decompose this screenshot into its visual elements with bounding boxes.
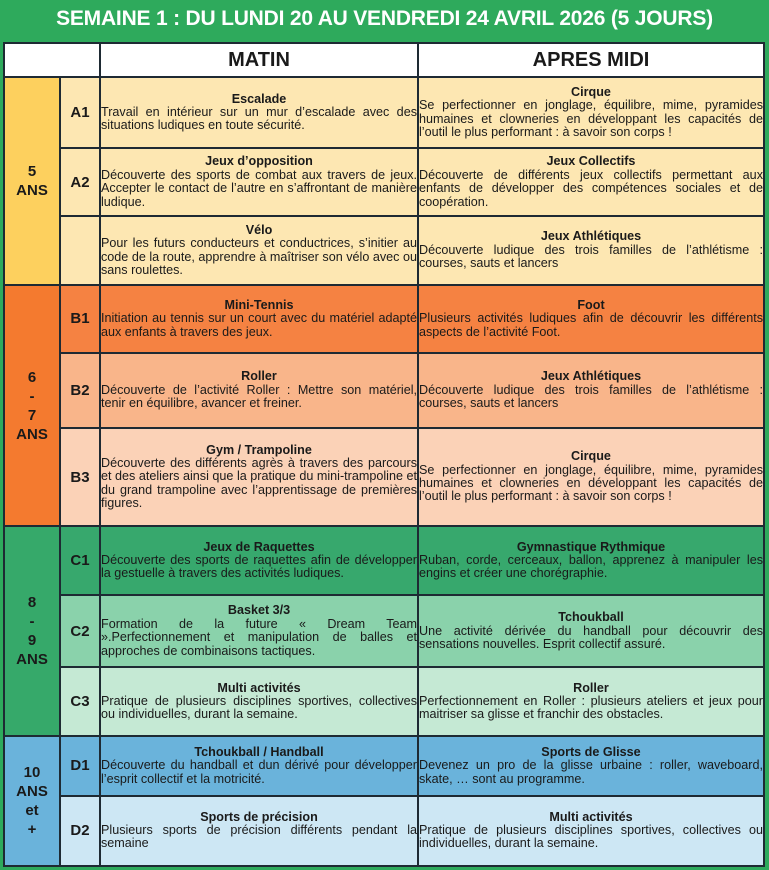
activity-code: A2 xyxy=(60,148,100,215)
morning-activity xyxy=(100,353,418,429)
activity-description: Découverte de l’activité Roller : Mettre son matériel, tenir en équilibre, avancer et freiner. xyxy=(101,382,417,411)
activity-name: Sports de Glisse xyxy=(541,744,641,759)
table-row xyxy=(4,148,764,215)
afternoon-activity xyxy=(418,595,764,666)
morning-activity xyxy=(100,796,418,866)
activity-name: Foot xyxy=(577,297,605,312)
activity-description: Découverte de différents jeux collectifs permettant aux enfants de développer des compétences sociales et de coopération. xyxy=(419,167,763,209)
table-row xyxy=(4,428,764,526)
activity-description: Une activité dérivée du handball pour découvrir des sensations nouvelles. Esprit collectif assuré. xyxy=(419,623,763,651)
activity-description: Pratique de plusieurs disciplines sportives, collectives ou individuelles, durant la semaine. xyxy=(419,823,763,851)
header-matin: MATIN xyxy=(100,43,418,77)
activity-description: Initiation au tennis sur un court avec du matériel adapté aux enfants à travers des jeux. xyxy=(101,311,417,339)
afternoon-activity xyxy=(418,77,764,148)
afternoon-activity xyxy=(418,353,764,429)
activity-description: Découverte des sports de combat aux travers de jeux. Accepter le contact de l’autre en s’affrontant de manière ludique. xyxy=(101,167,417,209)
activity-description: Pratique de plusieurs disciplines sportives, collectives ou individuelles, durant la semaine. xyxy=(101,693,417,722)
table-row xyxy=(4,77,764,148)
activity-description: Découverte du handball et dun dérivé pour développer l’esprit collectif et la motricité. xyxy=(101,758,417,786)
age-label: 9 xyxy=(27,632,37,650)
activity-name: Gymnastique Rythmique xyxy=(516,539,666,554)
age-label: 5 xyxy=(27,163,37,181)
age-group-10-plus xyxy=(4,736,60,866)
activity-code: B3 xyxy=(60,428,100,526)
activity-description: Se perfectionner en jonglage, équilibre, mime, pyramides humaines et clowneries en développant les capacités de l’outil le plus performant : à savoir son corps ! xyxy=(419,98,763,140)
activity-description: Travail en intérieur sur un mur d’escalade avec des situations ludiques en toute sécurité. xyxy=(101,105,417,133)
activity-name: Jeux de Raquettes xyxy=(203,539,315,554)
table-row xyxy=(4,595,764,666)
activity-code: B2 xyxy=(60,353,100,429)
activity-name: Sports de précision xyxy=(200,809,318,824)
activity-code: C2 xyxy=(60,595,100,666)
activity-name: Tchoukball xyxy=(558,610,624,625)
table-row xyxy=(4,285,764,352)
afternoon-activity xyxy=(418,736,764,795)
morning-activity xyxy=(100,77,418,148)
activity-code: A1 xyxy=(60,77,100,148)
table-row xyxy=(4,526,764,595)
activity-description: Découverte des sports de raquettes afin de développer la gestuelle à travers des activités ludiques. xyxy=(101,553,417,581)
header-corner xyxy=(4,43,100,77)
age-label: + xyxy=(27,821,37,839)
afternoon-activity xyxy=(418,285,764,352)
age-label: ANS xyxy=(16,651,48,669)
activity-description: Formation de la future « Dream Team ».Perfectionnement et manipulation de balles et approches de combinaisons tactiques. xyxy=(101,616,417,658)
age-group-8-9 xyxy=(4,526,60,736)
activity-name: Multi activités xyxy=(217,680,301,695)
activity-description: Plusieurs activités ludiques afin de découvrir les différents aspects de l’activité Foot. xyxy=(419,311,763,339)
table-row xyxy=(4,667,764,736)
afternoon-activity xyxy=(418,428,764,526)
activity-description: Découverte ludique des trois familles de l’athlétisme : courses, sauts et lancers xyxy=(419,242,763,271)
morning-activity xyxy=(100,736,418,795)
activity-description: Pour les futurs conducteurs et conductrices, s’initier au code de la route, apprendre à maîtriser son vélo avec ou sans roulettes. xyxy=(101,236,417,277)
header-row xyxy=(4,43,764,77)
age-label: - xyxy=(29,613,35,631)
activity-name: Mini-Tennis xyxy=(224,297,294,312)
activity-name: Multi activités xyxy=(549,809,633,824)
morning-activity xyxy=(100,428,418,526)
age-label: ANS xyxy=(16,425,48,443)
morning-activity xyxy=(100,595,418,666)
age-label: 10 xyxy=(23,764,41,782)
afternoon-activity xyxy=(418,667,764,736)
age-label: ANS xyxy=(16,182,48,200)
activity-description: Ruban, corde, cerceaux, ballon, apprenez à manipuler les engins et créer une chorégraphie. xyxy=(419,553,763,581)
age-label: et xyxy=(25,802,39,820)
table-row xyxy=(4,796,764,866)
afternoon-activity xyxy=(418,216,764,285)
morning-activity xyxy=(100,667,418,736)
morning-activity xyxy=(100,148,418,215)
activity-name: Jeux Athlétiques xyxy=(540,369,642,384)
activity-name: Roller xyxy=(241,369,277,384)
activity-description: Découverte des différents agrès à travers des parcours et des ateliers ainsi que la pratique du mini-trampoline et du grand trampoline avec l’apprentissage de premières figures. xyxy=(101,455,417,511)
activity-description: Plusieurs sports de précision différents pendant la semaine xyxy=(101,823,417,851)
activity-name: Vélo xyxy=(245,222,273,237)
page-title: SEMAINE 1 : DU LUNDI 20 AU VENDREDI 24 AVRIL 2026 (5 JOURS) xyxy=(56,7,713,30)
activity-description: Découverte ludique des trois familles de l’athlétisme : courses, sauts et lancers xyxy=(419,382,763,411)
afternoon-activity xyxy=(418,526,764,595)
table-row xyxy=(4,353,764,429)
activity-code: C3 xyxy=(60,667,100,736)
activity-name: Basket 3/3 xyxy=(227,603,291,618)
schedule-table xyxy=(3,42,765,867)
age-label: 8 xyxy=(27,594,37,612)
afternoon-activity xyxy=(418,148,764,215)
afternoon-activity xyxy=(418,796,764,866)
age-group-5 xyxy=(4,77,60,285)
activity-code: D2 xyxy=(60,796,100,866)
age-label: 7 xyxy=(27,406,37,424)
age-label: ANS xyxy=(16,783,48,801)
age-label: - xyxy=(29,387,35,405)
activity-code: C1 xyxy=(60,526,100,595)
header-apres-midi: APRES MIDI xyxy=(418,43,764,77)
activity-code xyxy=(60,216,100,285)
activity-name: Jeux Athlétiques xyxy=(540,229,642,244)
age-label: 6 xyxy=(27,368,37,386)
activity-name: Tchoukball / Handball xyxy=(194,744,324,759)
age-group-6-7 xyxy=(4,285,60,526)
activity-description: Perfectionnement en Roller : plusieurs ateliers et jeux pour maitriser sa glisse et franchir des obstacles. xyxy=(419,693,763,722)
morning-activity xyxy=(100,526,418,595)
activity-description: Devenez un pro de la glisse urbaine : roller, waveboard, skate, … sont au programme. xyxy=(419,758,763,786)
morning-activity xyxy=(100,285,418,352)
activity-name: Cirque xyxy=(571,449,611,464)
table-row xyxy=(4,736,764,795)
activity-name: Jeux d’opposition xyxy=(205,154,313,169)
activity-name: Cirque xyxy=(571,84,611,99)
activity-code: B1 xyxy=(60,285,100,352)
activity-name: Jeux Collectifs xyxy=(546,154,636,169)
activity-name: Escalade xyxy=(231,91,287,106)
activity-name: Roller xyxy=(573,680,609,695)
table-row xyxy=(4,216,764,285)
activity-code: D1 xyxy=(60,736,100,795)
activity-name: Gym / Trampoline xyxy=(206,442,312,457)
morning-activity xyxy=(100,216,418,285)
activity-description: Se perfectionner en jonglage, équilibre, mime, pyramides humaines et clowneries en développant les capacités de l’outil le plus performant : à savoir son corps ! xyxy=(419,462,763,504)
